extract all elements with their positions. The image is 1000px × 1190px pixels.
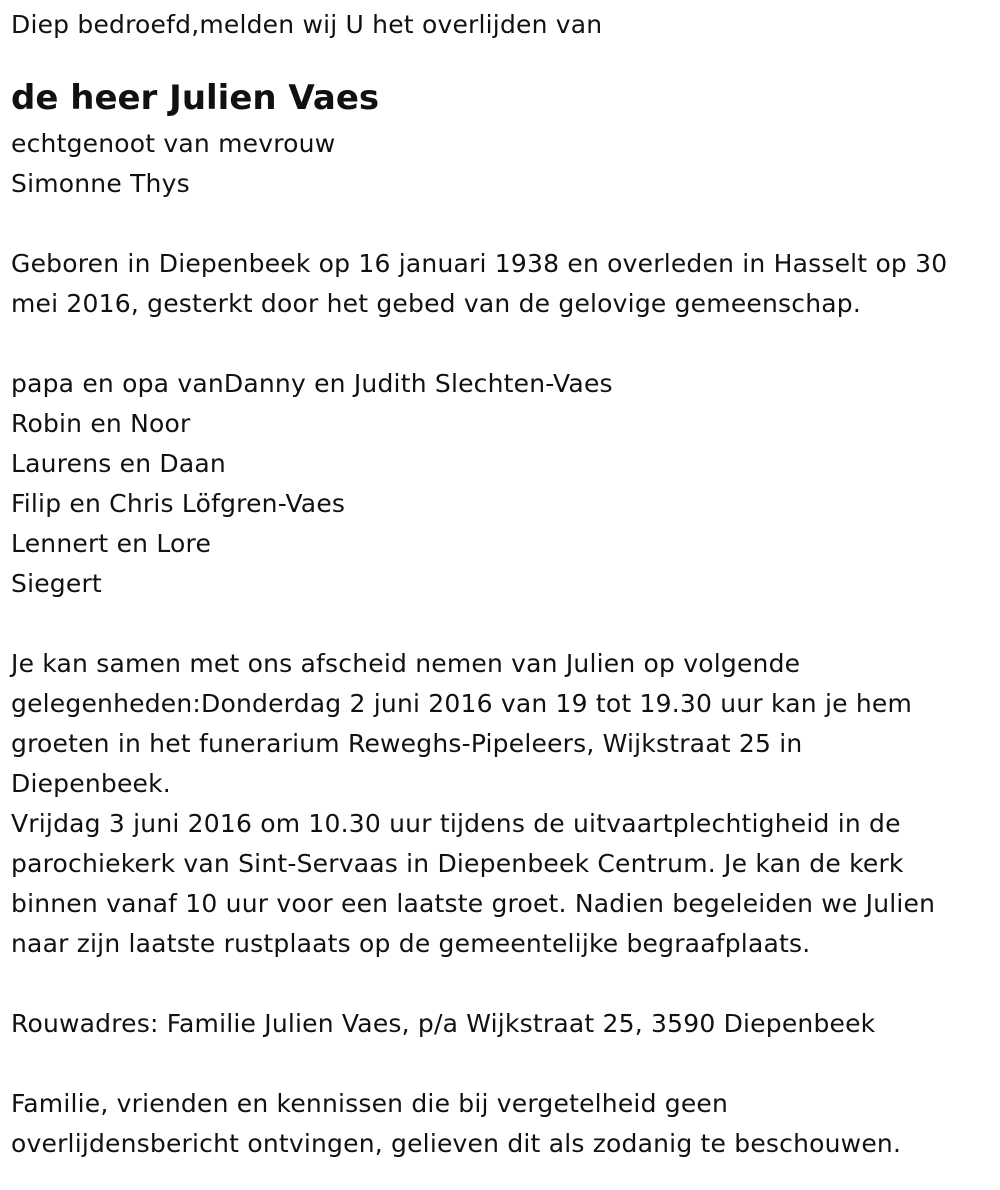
spacer xyxy=(11,1044,986,1084)
farewell-line: Je kan samen met ons afscheid nemen van Julien op volgende xyxy=(11,649,801,678)
spouse-line-1: echtgenoot van mevrouw xyxy=(11,129,336,158)
farewell-line: gelegenheden:Donderdag 2 juni 2016 van 19 tot 19.30 uur kan je hem xyxy=(11,689,912,718)
farewell-line: Vrijdag 3 juni 2016 om 10.30 uur tijdens de uitvaartplechtigheid in de xyxy=(11,809,901,838)
family-line: Siegert xyxy=(11,569,102,598)
mourning-address: Rouwadres: Familie Julien Vaes, p/a Wijkstraat 25, 3590 Diepenbeek xyxy=(11,1009,876,1038)
spacer xyxy=(11,604,986,644)
family-line: Lennert en Lore xyxy=(11,529,212,558)
spacer xyxy=(11,324,986,364)
birth-line-2: mei 2016, gesterkt door het gebed van de gelovige gemeenschap. xyxy=(11,289,861,318)
deceased-name: de heer Julien Vaes xyxy=(11,78,380,118)
farewell-line: parochiekerk van Sint-Servaas in Diepenbeek Centrum. Je kan de kerk xyxy=(11,849,904,878)
farewell-line: binnen vanaf 10 uur voor een laatste groet. Nadien begeleiden we Julien xyxy=(11,889,936,918)
closing-line: Familie, vrienden en kennissen die bij vergetelheid geen xyxy=(11,1089,729,1118)
farewell-line: naar zijn laatste rustplaats op de gemeentelijke begraafplaats. xyxy=(11,929,811,958)
closing-line: overlijdensbericht ontvingen, gelieven dit als zodanig te beschouwen. xyxy=(11,1129,902,1158)
family-line: Robin en Noor xyxy=(11,409,191,438)
family-line: Laurens en Daan xyxy=(11,449,226,478)
spacer xyxy=(11,964,986,1004)
family-line: Filip en Chris Löfgren-Vaes xyxy=(11,489,346,518)
farewell-line: groeten in het funerarium Reweghs-Pipeleers, Wijkstraat 25 in xyxy=(11,729,803,758)
birth-line-1: Geboren in Diepenbeek op 16 januari 1938 en overleden in Hasselt op 30 xyxy=(11,249,948,278)
farewell-line: Diepenbeek. xyxy=(11,769,171,798)
death-notice xyxy=(11,6,986,1164)
spacer xyxy=(11,204,986,244)
intro-text: Diep bedroefd,melden wij U het overlijden van xyxy=(11,10,603,39)
family-line: papa en opa vanDanny en Judith Slechten-Vaes xyxy=(11,369,613,398)
spouse-line-2: Simonne Thys xyxy=(11,169,190,198)
